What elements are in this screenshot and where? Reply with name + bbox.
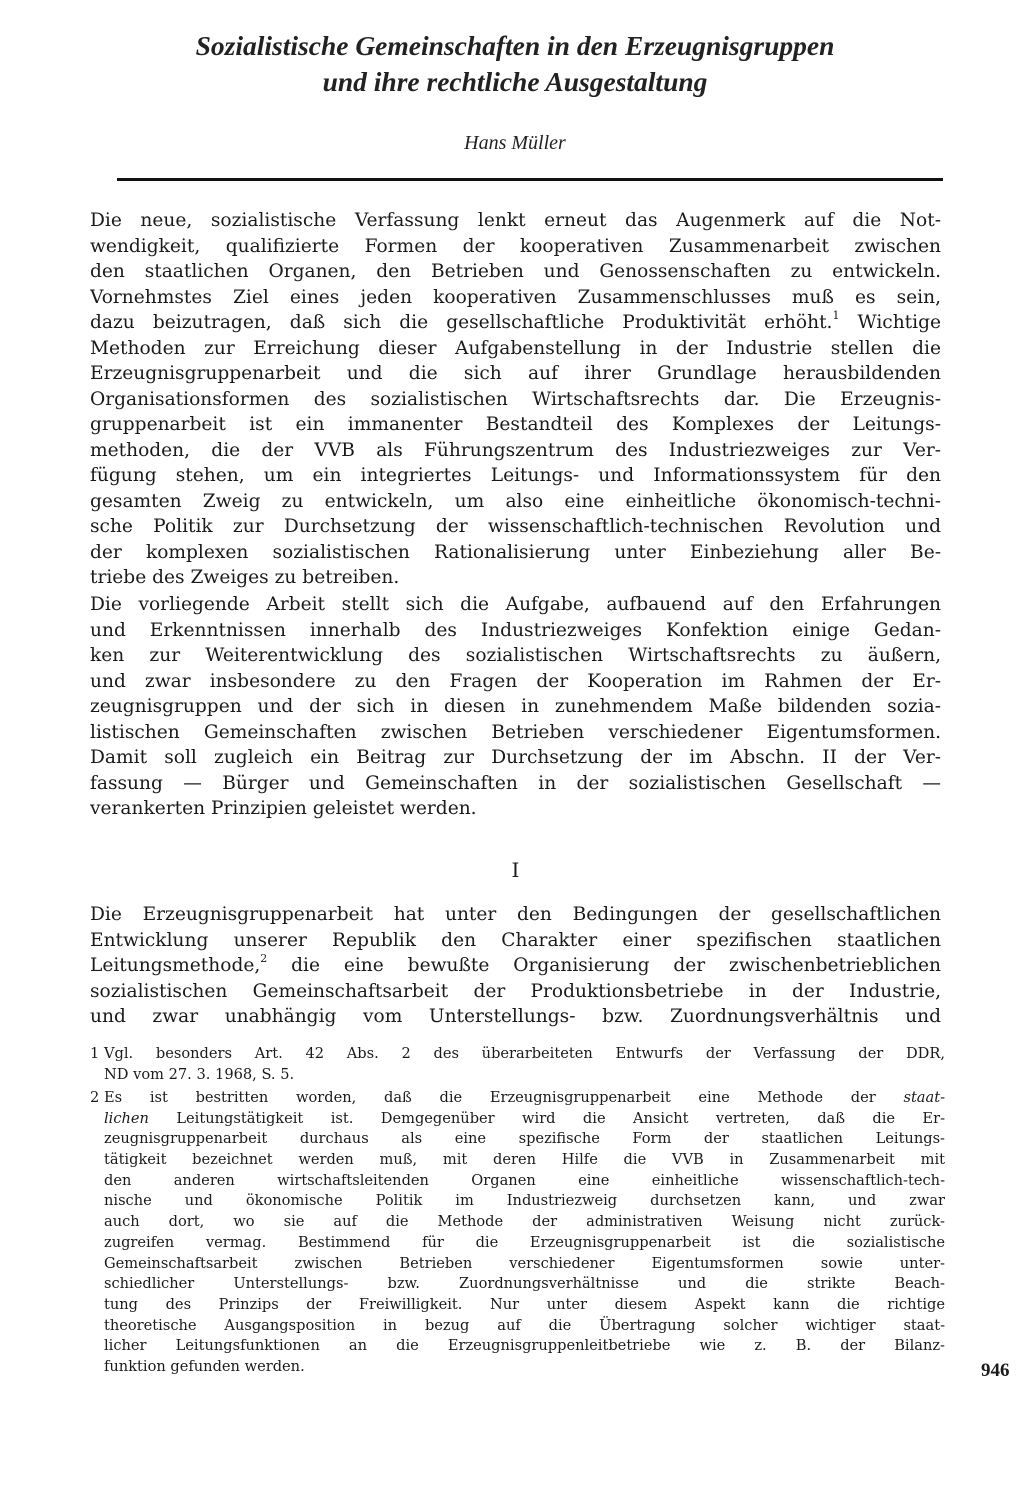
text-line: Die vorliegende Arbeit stellt sich die Aufgabe, aufbauend auf den Erfahrungen bbox=[90, 594, 941, 615]
text-line: der komplexen sozialistischen Rationalisierung unter Einbeziehung aller Be- bbox=[90, 541, 941, 563]
text-line: Damit soll zugleich ein Beitrag zur Durchsetzung der im Abschn. II der Ver- bbox=[90, 747, 941, 768]
footnote-marker: 1 bbox=[90, 1045, 100, 1062]
footnote-marker: 2 bbox=[90, 1089, 100, 1106]
text-line: listischen Gemeinschaften zwischen Betrieben verschiedener Eigentumsformen. bbox=[90, 721, 941, 743]
text-line: Die neue, sozialistische Verfassung lenkt erneut das Augenmerk auf die Not- bbox=[90, 210, 941, 231]
text-line: Entwicklung unserer Republik den Charakter einer spezifischen staatlichen bbox=[90, 929, 941, 951]
text-line: ken zur Weiterentwicklung des sozialistischen Wirtschaftsrechts zu äußern, bbox=[90, 645, 941, 666]
text-line: Organisationsformen des sozialistischen Wirtschaftsrechts dar. Die Erzeugnis- bbox=[90, 388, 941, 410]
footnote-ref-2: 2 bbox=[260, 953, 268, 965]
text-line: fassung — Bürger und Gemeinschaften in der sozialistischen Gesellschaft — bbox=[90, 772, 941, 794]
text-line: wendigkeit, qualifizierte Formen der kooperativen Zusammenarbeit zwischen bbox=[90, 235, 941, 257]
footnote-line bbox=[90, 1044, 945, 1065]
text-line: zeugnisgruppen und der sich in diesen in zunehmendem Maße bildenden sozia- bbox=[90, 696, 941, 717]
text-line: den staatlichen Organen, den Betrieben und Genossenschaften zu entwickeln. bbox=[90, 261, 941, 282]
text-segment: Es ist bestritten worden, daß die Erzeugnisgruppenarbeit eine Methode der bbox=[104, 1089, 876, 1106]
text-line: methoden, die der VVB als Führungszentrum des Industriezweiges zur Ver- bbox=[90, 439, 941, 461]
footnote-2 bbox=[90, 1088, 945, 1378]
footnote-ref-1: 1 bbox=[832, 310, 840, 322]
footnote-line: zeugnisgruppenarbeit durchaus als eine spezifische Form der staatlichen Leitungs- bbox=[104, 1130, 945, 1148]
footnote-line: nische und ökonomische Politik im Industriezweig durchsetzen kann, und zwar bbox=[104, 1192, 945, 1210]
section-heading: I bbox=[511, 858, 520, 882]
text-line: und zwar unabhängig vom Unterstellungs- bzw. Zuordnungsverhältnis und bbox=[90, 1006, 941, 1027]
text-segment: Vgl. besonders Art. 42 Abs. 2 des überarbeiteten Entwurfs der Verfassung der DDR, bbox=[104, 1045, 945, 1062]
text-segment: die eine bewußte Organisierung der zwischenbetrieblichen bbox=[267, 955, 941, 976]
footnote-line: tätigkeit bezeichnet werden muß, mit deren Hilfe die VVB in Zusammenarbeit mit bbox=[104, 1151, 945, 1169]
text-line: gesamten Zweig zu entwickeln, um also eine einheitliche ökonomisch-techni- bbox=[90, 490, 941, 512]
text-line: sozialistischen Gemeinschaftsarbeit der Produktionsbetriebe in der Industrie, bbox=[90, 980, 941, 1002]
footnote-line: schiedlicher Unterstellungs- bzw. Zuordnungsverhältnisse und die strikte Beach- bbox=[104, 1275, 945, 1293]
footnote-line: funktion gefunden werden. bbox=[104, 1357, 305, 1375]
paragraph-3 bbox=[90, 902, 941, 1030]
footnote-1 bbox=[90, 1044, 945, 1085]
text-line: triebe des Zweiges zu betreiben. bbox=[90, 567, 400, 588]
footnote-line: den anderen wirtschaftsleitenden Organen eine einheitliche wissenschaftlich-tech- bbox=[104, 1171, 945, 1189]
text-line: Erzeugnisgruppenarbeit und die sich auf ihrer Grundlage herausbildenden bbox=[90, 363, 941, 384]
footnote-line bbox=[90, 1088, 945, 1109]
footnote-line: auch dort, wo sie auf die Methode der administrativen Weisung nicht zurück- bbox=[104, 1213, 945, 1231]
footnote-line bbox=[90, 1109, 945, 1130]
paragraph-1 bbox=[90, 208, 941, 591]
footnote-line: licher Leitungsfunktionen an die Erzeugnisgruppenleitbetriebe wie z. B. der Bilanz- bbox=[104, 1337, 945, 1355]
text-line: Methoden zur Erreichung dieser Aufgabenstellung in der Industrie stellen die bbox=[90, 337, 941, 359]
footnote-line: theoretische Ausgangsposition in bezug auf die Übertragung solcher wichtiger staat- bbox=[104, 1316, 945, 1334]
paragraph-2 bbox=[90, 592, 941, 822]
text-segment: Leitungstätigkeit ist. Demgegenüber wird die Ansicht vertreten, daß die Er- bbox=[148, 1109, 945, 1127]
italic-segment: lichen bbox=[104, 1109, 149, 1127]
article-title bbox=[90, 28, 940, 100]
header-divider bbox=[117, 178, 943, 181]
page-number: 946 bbox=[981, 1360, 1010, 1381]
footnote-line: ND vom 27. 3. 1968, S. 5. bbox=[104, 1065, 295, 1083]
text-line bbox=[90, 310, 941, 336]
text-line: Vornehmstes Ziel eines jeden kooperativen Zusammenschlusses muß es sein, bbox=[90, 286, 941, 308]
text-line: und zwar insbesondere zu den Fragen der Kooperation im Rahmen der Er- bbox=[90, 670, 941, 692]
text-line: und Erkenntnissen innerhalb des Industriezweiges Konfektion einige Gedan- bbox=[90, 619, 941, 641]
text-line: sche Politik zur Durchsetzung der wissenschaftlich-technischen Revolution und bbox=[90, 516, 941, 537]
text-segment: Wichtige bbox=[839, 312, 941, 333]
text-line: fügung stehen, um ein integriertes Leitungs- und Informationssystem für den bbox=[90, 465, 941, 486]
footnote-line: zugreifen vermag. Bestimmend für die Erzeugnisgruppenarbeit ist die sozialistische bbox=[104, 1233, 945, 1251]
text-line: gruppenarbeit ist ein immanenter Bestandteil des Komplexes der Leitungs- bbox=[90, 414, 941, 435]
italic-segment: staat- bbox=[903, 1089, 945, 1106]
footnote-line: tung des Prinzips der Freiwilligkeit. Nur unter diesem Aspekt kann die richtige bbox=[104, 1295, 945, 1313]
author-name: Hans Müller bbox=[464, 132, 566, 154]
text-segment: Leitungsmethode, bbox=[90, 955, 261, 976]
text-line: Die Erzeugnisgruppenarbeit hat unter den Bedingungen der gesellschaftlichen bbox=[90, 904, 941, 925]
footnote-line: Gemeinschaftsarbeit zwischen Betrieben verschiedener Eigentumsformen sowie unter- bbox=[104, 1254, 945, 1272]
title-line-1: Sozialistische Gemeinschaften in den Erzeugnisgruppen bbox=[195, 30, 835, 61]
title-line-2: und ihre rechtliche Ausgestaltung bbox=[322, 66, 708, 97]
text-segment: dazu beizutragen, daß sich die gesellschaftliche Produktivität erhöht. bbox=[90, 312, 833, 333]
text-line: verankerten Prinzipien geleistet werden. bbox=[90, 798, 477, 819]
text-line bbox=[90, 953, 941, 979]
